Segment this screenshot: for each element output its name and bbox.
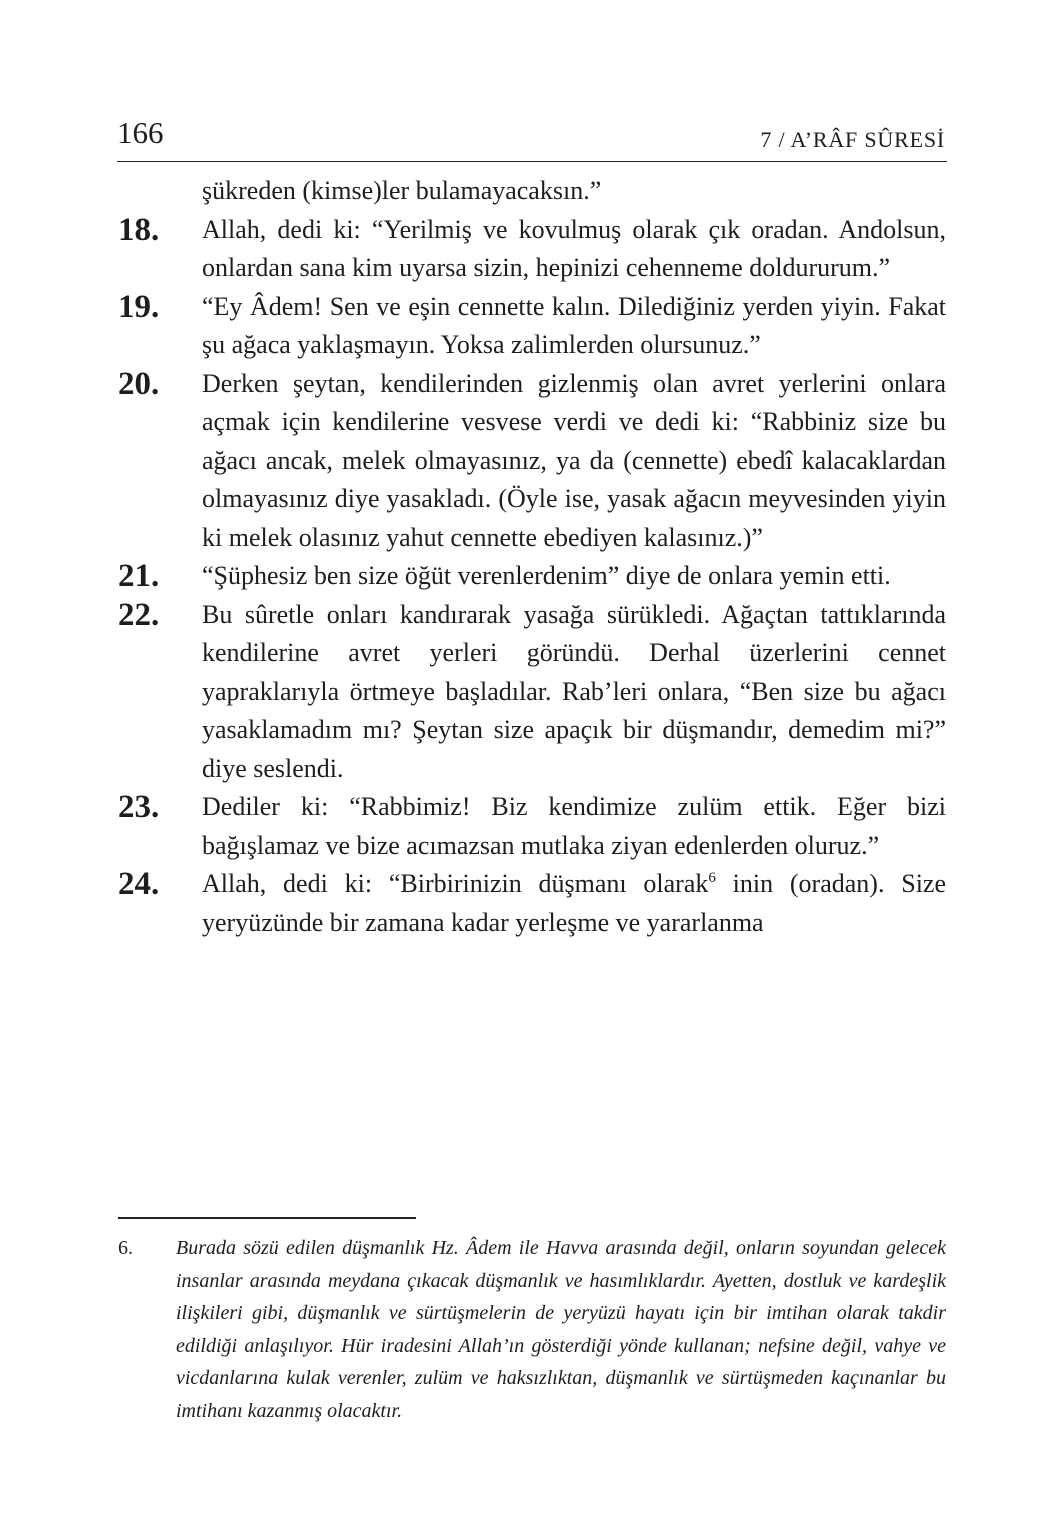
continued-verse-text: şükreden (kimse)ler bulamayacaksın.” <box>202 176 602 205</box>
verse-text-part: inin (oradan). Size yeryüzünde bir zamana kadar yerleşme ve yararlanma <box>202 869 946 937</box>
verse-text-block <box>118 172 946 942</box>
footnote-reference[interactable]: 6 <box>708 870 716 886</box>
verse-text-part: Allah, dedi ki: “Birbirinizin düşmanı olarak <box>202 869 709 898</box>
footnote <box>118 1232 946 1427</box>
verse-19 <box>118 288 946 365</box>
footnote-divider <box>118 1217 416 1219</box>
verse-23 <box>118 788 946 865</box>
running-title: 7 / A’RÂF SÛRESİ <box>760 127 945 152</box>
verse-number: 24. <box>118 866 160 902</box>
footnote-number: 6. <box>118 1237 133 1259</box>
verse-number: 20. <box>118 365 160 402</box>
verse-text: “Şüphesiz ben size öğüt verenlerdenim” diye de onlara yemin etti. <box>202 561 891 590</box>
verse-text: “Ey Âdem! Sen ve eşin cennette kalın. Dilediğiniz yerden yiyin. Fakat şu ağaca yaklaşmayın. Yoksa zalimlerden olursunuz.” <box>202 291 946 359</box>
footnote-text: Burada sözü edilen düşmanlık Hz. Âdem ile Havva arasında değil, onların soyundan gelecek insanlar arasında meydana çıkacak düşmanlık ve hasımlıklardır. Ayetten, dostluk ve kardeşlik ilişkileri gibi, düşmanlık ve sürtüşmelerin de yeryüzü hayatı için bir imtihan olarak takdir edildiği anlaşılıyor. Hür iradesini Allah’ın gösterdiği yönde kullanan; nefsine değil, vahye ve vicdanlarına kulak verenler, zulüm ve haksızlıktan, düşmanlık ve sürtüşmeden kaçınanlar bu imtihanı kazanmış olacaktır. <box>176 1237 946 1422</box>
verse-21 <box>118 557 946 596</box>
verse-text: Allah, dedi ki: “Yerilmiş ve kovulmuş olarak çık oradan. Andolsun, onlardan sana kim uyarsa sizin, hepinizi cehenneme doldururum.” <box>202 214 946 282</box>
verse-number: 21. <box>118 558 160 594</box>
verse-text: Derken şeytan, kendilerinden gizlenmiş olan avret yerlerini onlara açmak için kendilerine vesvese verdi ve dedi ki: “Rabbiniz size bu ağacı ancak, melek olmayasınız, ya da (cennette) ebedî kalacaklardan olmayasınız diye yasakladı. (Öyle ise, yasak ağacın meyvesinden yiyin ki melek olasınız yahut cennette ebediyen kalasınız.)” <box>202 368 946 552</box>
verse-number: 23. <box>118 789 160 825</box>
page-number: 166 <box>117 115 164 150</box>
verse-text: Bu sûretle onları kandırarak yasağa sürükledi. Ağaçtan tattıklarında kendilerine avret yerleri göründü. Derhal üzerlerini cennet yapraklarıyla örtmeye başladılar. Rab’leri onlara, “Ben size bu ağacı yasaklamadım mı? Şeytan size apaçık bir düşmandır, demedim mi?” diye seslendi. <box>202 599 946 783</box>
verse-24 <box>118 865 946 942</box>
verse-number: 19. <box>118 288 160 325</box>
verse-text: Dediler ki: “Rabbimiz! Biz kendimize zulüm ettik. Eğer bizi bağışlamaz ve bize acımazsan mutlaka ziyan edenlerden oluruz.” <box>202 792 946 860</box>
verse-text <box>202 865 946 942</box>
verse-22 <box>118 596 946 789</box>
verse-number: 18. <box>118 211 160 248</box>
verse-number: 22. <box>118 596 160 633</box>
verse-18 <box>118 211 946 288</box>
verse-20 <box>118 365 946 558</box>
page-header <box>117 113 947 162</box>
